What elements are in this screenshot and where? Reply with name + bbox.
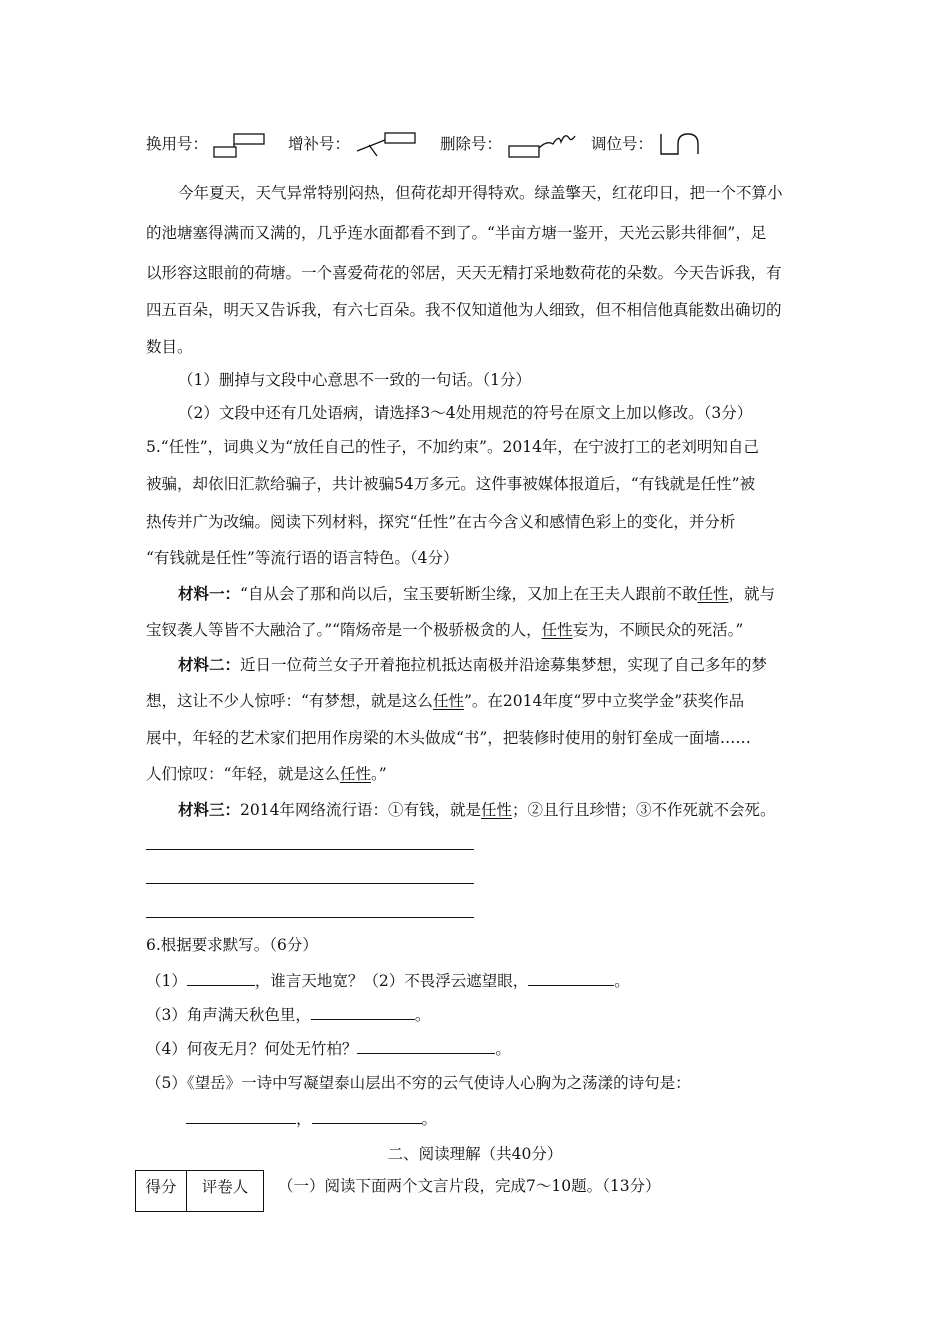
section-subtitle: （一）阅读下面两个文言片段，完成7～10题。（13分） — [278, 1177, 661, 1195]
swap-mark-icon — [212, 132, 268, 160]
keyword-renxing: 任性 — [697, 585, 729, 603]
material-2-label: 材料二： — [178, 655, 241, 674]
passage-line: 四五百朵，明天又告诉我，有六七百朵。我不仅知道他为人细致，但不相信他真能数出确切的 — [146, 301, 782, 319]
question-6-title: 6.根据要求默写。（6分） — [146, 936, 318, 954]
question-6-line: （5）《望岳》一诗中写凝望泰山层出不穷的云气使诗人心胸为之荡漾的诗句是： — [146, 1074, 691, 1092]
question-6-line: ， 。 — [146, 1108, 437, 1129]
fill-blank[interactable] — [311, 1004, 415, 1020]
insert-symbol-label: 增补号： — [288, 135, 351, 153]
delete-symbol-label: 删除号： — [440, 135, 503, 153]
material-2-line: 人们惊叹：“年轻，就是这么任性。” — [146, 765, 387, 783]
material-2-line: 材料二：近日一位荷兰女子开着拖拉机抵达南极并沿途募集梦想，实现了自己多年的梦 — [178, 655, 768, 674]
fill-blank[interactable] — [528, 970, 614, 986]
fill-blank[interactable] — [187, 970, 255, 986]
material-2-line: 想，这让不少人惊呼：“有梦想，就是这么任性”。在2014年度“罗中立奖学金”获奖作品 — [146, 692, 745, 710]
material-1-line: 宝钗袭人等皆不大融洽了。”“隋炀帝是一个极骄极贪的人，任性妄为，不顾民众的死活。” — [146, 621, 744, 639]
material-2-line: 展中，年轻的艺术家们把用作房梁的木头做成“书”，把装修时使用的射钉垒成一面墙…… — [146, 729, 751, 747]
insert-mark-icon — [355, 131, 419, 159]
keyword-renxing: 任性 — [541, 621, 573, 639]
question-5-line: 被骗，却依旧汇款给骗子，共计被骗54万多元。这件事被媒体报道后，“有钱就是任性”被 — [146, 475, 756, 493]
passage-line: 今年夏天，天气异常特别闷热，但荷花却开得特欢。绿盖擎天，红花印日，把一个不算小 — [178, 184, 783, 202]
question-4-item: （2）文段中还有几处语病，请选择3～4处用规范的符号在原文上加以修改。（3分） — [178, 404, 753, 422]
material-3-label: 材料三： — [178, 800, 241, 819]
question-6-line: （3）角声满天秋色里， 。 — [146, 1006, 431, 1024]
answer-line[interactable] — [146, 883, 474, 884]
question-5-line: “有钱就是任性”等流行语的语言特色。（4分） — [146, 549, 459, 567]
material-1-line: 材料一：“自从会了那和尚以后，宝玉要斩断尘缘，又加上在王夫人跟前不敢任性，就与 — [178, 584, 775, 603]
question-5-line: 5.“任性”，词典义为“放任自己的性子，不加约束”。2014年，在宁波打工的老刘明知自己 — [146, 438, 759, 456]
keyword-renxing: 任性 — [339, 765, 371, 783]
fill-blank[interactable] — [186, 1108, 296, 1124]
keyword-renxing: 任性 — [432, 692, 464, 710]
answer-line[interactable] — [146, 917, 474, 918]
passage-line: 以形容这眼前的荷塘。一个喜爱荷花的邻居，天天无精打采地数荷花的朵数。今天告诉我，有 — [146, 264, 782, 282]
question-4-item: （1）删掉与文段中心意思不一致的一句话。（1分） — [178, 371, 531, 389]
question-6-line: （1） ，谁言天地宽？（2）不畏浮云遮望眼， 。 — [146, 972, 630, 990]
answer-line[interactable] — [146, 849, 474, 850]
transpose-symbol-label: 调位号： — [591, 135, 654, 153]
delete-mark-icon — [507, 130, 577, 160]
fill-blank[interactable] — [357, 1038, 495, 1054]
score-cell[interactable]: 得分 — [136, 1171, 187, 1212]
passage-line: 数目。 — [146, 338, 193, 356]
swap-symbol-label: 换用号： — [146, 135, 209, 153]
material-1-label: 材料一： — [178, 584, 241, 603]
material-3-line: 材料三：2014年网络流行语：①有钱，就是任性；②且行且珍惜；③不作死就不会死。 — [178, 800, 776, 819]
section-title: 二、阅读理解（共40分） — [387, 1145, 563, 1163]
score-table — [135, 1170, 264, 1212]
grader-cell[interactable]: 评卷人 — [187, 1171, 264, 1212]
question-5-line: 热传并广为改编。阅读下列材料，探究“任性”在古今含义和感情色彩上的变化，并分析 — [146, 513, 736, 531]
question-6-line: （4）何夜无月？何处无竹柏？ 。 — [146, 1040, 511, 1058]
passage-line: 的池塘塞得满而又满的，几乎连水面都看不到了。“半亩方塘一鉴开，天光云影共徘徊”，足 — [146, 224, 767, 242]
transpose-mark-icon — [658, 130, 704, 158]
keyword-renxing: 任性 — [480, 801, 512, 819]
fill-blank[interactable] — [312, 1108, 422, 1124]
